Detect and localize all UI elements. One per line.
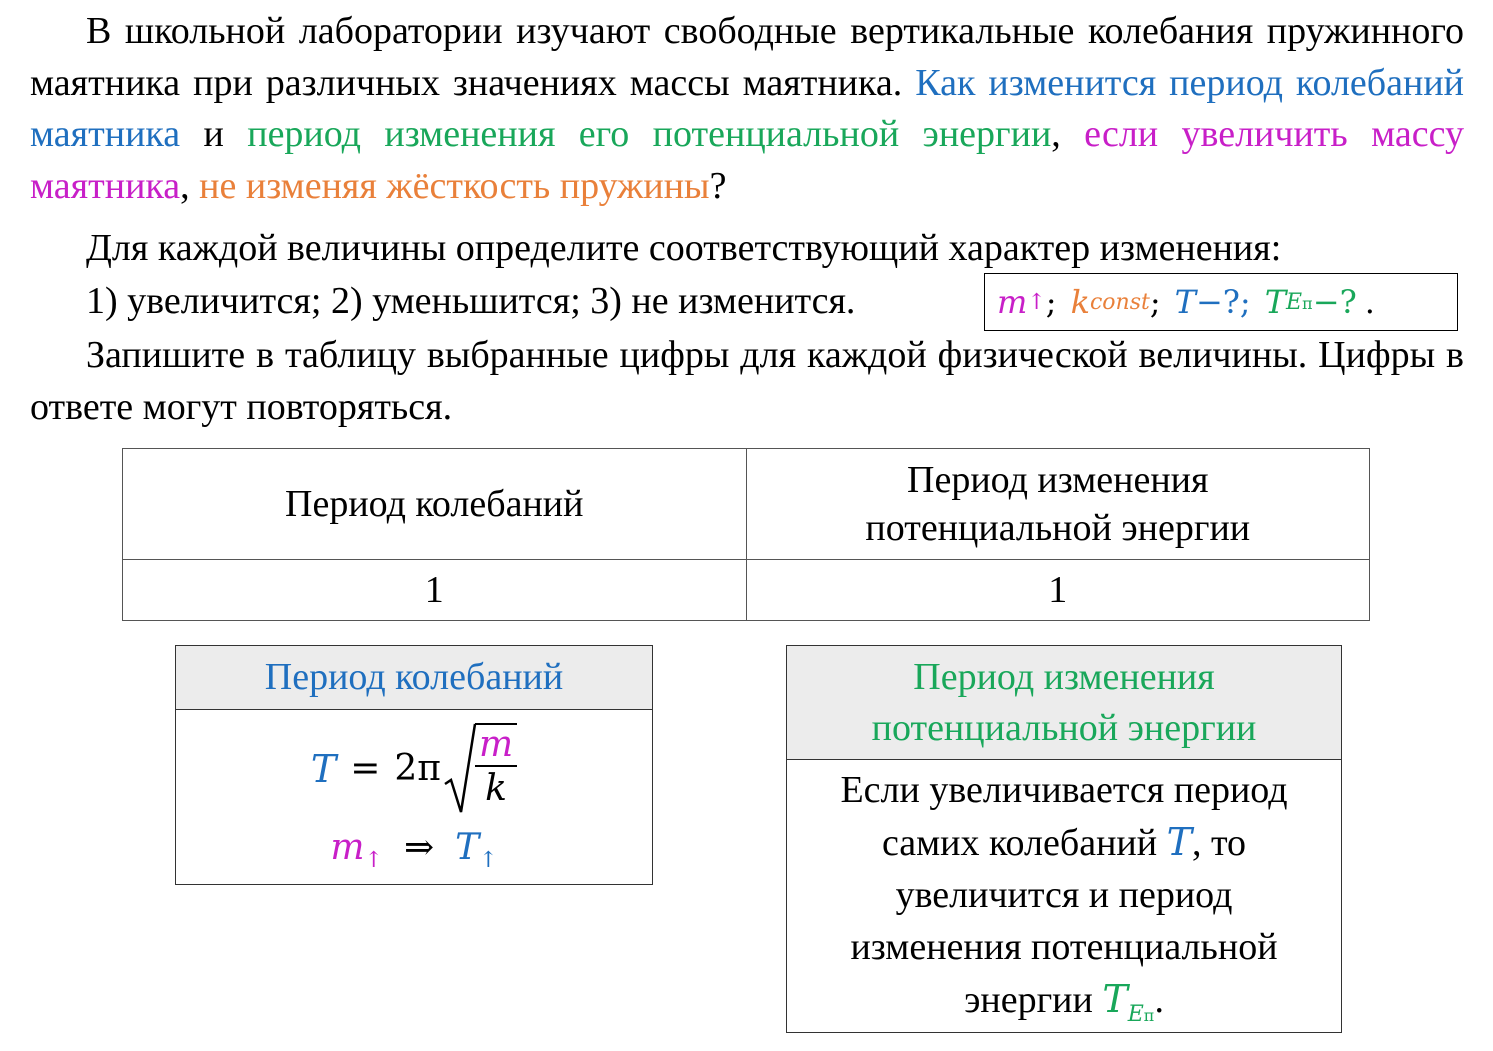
energy-period-sub [1128, 1002, 1155, 1027]
explanation-line: Если увеличивается период [840, 769, 1288, 811]
instruction-text: Для каждой величины определите соответствующий характер изменения: [86, 227, 1282, 269]
question-mark: ? [709, 164, 727, 207]
conjunction: и [180, 113, 248, 155]
header-energy-period [746, 449, 1370, 560]
header-period: Период колебаний [123, 449, 747, 560]
separator: ; [1045, 283, 1057, 321]
arrow-up-icon: ↑ [479, 848, 498, 874]
given-stiffness-sub: const [1089, 289, 1150, 315]
given-period-unknown: −? [1195, 283, 1240, 321]
given-mass: m [997, 283, 1028, 321]
given-box [984, 273, 1458, 331]
sub-e: E [1286, 289, 1303, 315]
question-period: Как изменится период колебаний маятника [30, 61, 1465, 155]
period-dot: . [1364, 283, 1375, 321]
period-symbol: T [1166, 820, 1192, 864]
table-row [123, 560, 1370, 621]
arrow-up-icon: ↑ [364, 848, 383, 874]
formula-two-pi [394, 743, 441, 795]
answer-instruction: Запишите в таблицу выбранные цифры для каждой физической величины. Цифры в ответе могут повторяться. [30, 334, 1464, 428]
comma: , [1051, 113, 1085, 155]
box-title [787, 646, 1341, 760]
title-line: Период изменения [913, 656, 1215, 698]
text: . [1154, 979, 1164, 1021]
table-header-row [123, 449, 1370, 560]
condition-mass: если увеличить массу маятника [30, 113, 1464, 207]
arrow-up-icon: ↑ [1027, 289, 1046, 315]
given-energy-period-sub [1286, 290, 1313, 315]
answer-table [122, 448, 1370, 621]
header-line: Период изменения [907, 459, 1209, 501]
sub-p: п [1302, 293, 1313, 313]
explanation-line [787, 973, 1341, 1042]
box-body [176, 710, 652, 886]
text: самих колебаний [881, 822, 1167, 864]
mass-symbol: m [330, 827, 365, 868]
given-energy-period-unknown: −? [1312, 283, 1357, 321]
period-symbol: T [455, 827, 480, 868]
answer-cell-period[interactable]: 1 [123, 560, 747, 621]
explanation-line: изменения потенциальной [850, 926, 1278, 968]
two-pi-text: 2π [394, 748, 441, 789]
period-explanation-box [175, 645, 653, 885]
condition-stiffness: не изменяя жёсткость пружины [199, 164, 710, 207]
sqrt-icon [443, 722, 477, 816]
given-stiffness: k [1070, 283, 1090, 321]
fraction-denominator: k [485, 768, 507, 809]
question-energy-period: период изменения его потенциальной энергии [247, 113, 1052, 155]
separator: ; [1149, 283, 1161, 321]
text: , то [1191, 822, 1247, 864]
box-title: Период колебаний [176, 646, 652, 710]
implication-line [176, 822, 652, 886]
formula-line [176, 710, 652, 822]
energy-period-explanation-box [786, 645, 1342, 1033]
title-line: потенциальной энергии [871, 707, 1257, 749]
given-energy-period: T [1264, 283, 1287, 321]
problem-statement [30, 6, 1464, 212]
text: энергии [964, 979, 1103, 1021]
implies-icon: ⇒ [403, 827, 435, 868]
given-period: T [1174, 283, 1196, 321]
fraction-numerator: m [475, 725, 517, 767]
sub-e: E [1127, 1001, 1144, 1027]
comma: , [180, 164, 200, 207]
box-body [787, 760, 1341, 1042]
answer-cell-energy-period[interactable]: 1 [746, 560, 1370, 621]
formula-equals: = [350, 748, 381, 789]
explanation-line [787, 816, 1341, 869]
separator: ; [1239, 283, 1251, 321]
header-line: потенциальной энергии [865, 507, 1251, 549]
energy-period-symbol: T [1102, 977, 1128, 1021]
explanation-line: увеличится и период [895, 874, 1233, 916]
options-text: 1) увеличится; 2) уменьшится; 3) не изменится. [86, 280, 856, 322]
sub-p: п [1143, 1005, 1155, 1025]
intro-text: В школьной лаборатории изучают свободные вертикальные колебания пружинного маятника при различных значениях массы маятника. [30, 10, 1464, 104]
fraction [475, 723, 517, 811]
formula-T: T [310, 747, 337, 791]
